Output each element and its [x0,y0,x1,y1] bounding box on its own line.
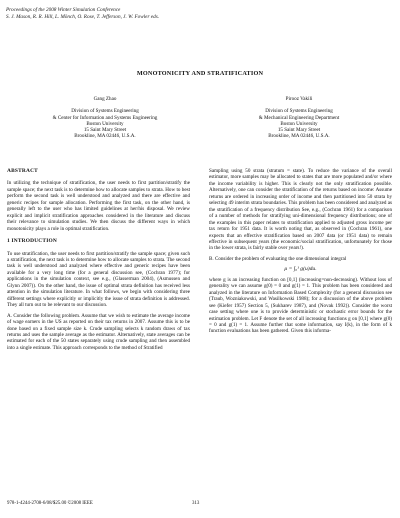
author-name: Gang Zhao [93,96,117,102]
integral-equation: μ = ∫₀¹ g(u)du. [284,266,317,273]
author-block-2 [214,96,384,140]
proceedings-title: Proceedings of the 2008 Winter Simulation Conference [6,7,121,13]
paper-title: MONOTONICITY AND STRATIFICATION [136,70,264,77]
abstract-heading: ABSTRACT [7,168,38,174]
author-affiliation-line: 15 Saint Mary Street [277,127,321,134]
author-affiliation-line: Division of Systems Engineering [265,108,333,115]
intro-paragraph-1: To use stratification, the user needs to first partition/stratify the sample space; given such a stratification, the next task is to determine how to allocate samples to strata. The second task is well understood and analyzed where effective and generic recipes have been available for a very long time (for a general discussion see, (Cochran 1977); for applications in the simulation context, see e.g., (Glasserman 2004), (Asmussen and Glynn 2007)). On the other hand, the issue of optimal strata definition has received less attention in the simulation literature. In what follows, we begin with considering three different settings where explicitly or implicitly the issue of strata definition is addressed. They all turn out to be relevant to our discussion. [7,250,190,309]
right-paragraph-3: where g is an increasing function on [0,1] (increasing=non-decreasing). Without loss of generality we can assume g(0) = 0 and g(1) = 1. This problem has been considered and analyzed in the literature on Information Based Complexity (for a general discussion see (Traub, Wozniakowski, and Wasilkowski 1988); for a discussion of the above problem see (Kiefer 1957) Section 5, (Sukharev 1987), and (Novak 1992)). Consider the worst case setting where one is to provide deterministic or stochastic error bounds for the estimation problem. Let F denote the set of all increasing functions g on [0,1] where g(0) = 0 and g(1) = 1. Assume further that some information, say I(k), in the form of k function evaluations has been gathered. Given this informa- [209,276,392,335]
author-affiliation-line: & Mechanical Engineering Department [258,114,340,121]
right-paragraph-1: Sampling using 50 strata (stratum = state). To reduce the variance of the overall estimator, more samples may be allocated to states that are more populated and/or where the income variability is higher. This is clearly not the only stratification possible. Alternatively, one can consider the stratification of the returns based on income: Assume returns are ordered in increasing order of income and then partitioned into 50 strata by selecting 49 interim strata boundaries. This problem has been considered and analyzed as the stratification of a frequency distribution See, e.g., (Cochran 1961) for a comparison of a number of methods for stratifying uni-dimensional frequency distributions; one of the examples in this paper relates to stratification applied to adjusted gross income per tax return for 1951 data. It is worth noting that, as observed in (Cochran 1961), one expects that an effective stratification based on 2007 data (or 1951 data) to remain effective in subsequent years (the economic/social stratification, unfortunately for those in the lower strata, is fairly stable over years!). [209,168,392,252]
right-column [209,168,392,335]
author-name: Pirooz Vakili [285,96,313,102]
author-affiliation-line: 15 Saint Mary Street [83,127,127,134]
author-affiliation-line: & Center for Information and Systems Engineering [52,114,158,121]
left-column [7,168,190,351]
intro-paragraph-2: A. Consider the following problem. Assume that we wish to estimate the average income of wage earners in the US as reported on their tax returns in 2007. Assume this is to be done based on a fixed sample size k. Crude sampling selects k random draws of tax returns and uses the sample average as the estimator. Alternatively, state averages can be estimated for each of the 50 states separately using crude sampling and then assembled into a single estimate. This approach corresponds to the method of Stratified [7,312,190,351]
author-block-1 [20,96,190,140]
proceedings-header [6,7,159,21]
proceedings-editors: S. J. Mason, R. R. Hill, L. Mönch, O. Rose, T. Jefferson, J. W. Fowler eds. [6,14,160,20]
footer-isbn: 978-1-4244-2708-6/08/$25.00 ©2008 IEEE [7,501,93,506]
author-affiliation-line: Division of Systems Engineering [71,108,139,115]
author-affiliation-line: Brookline, MA 02446, U.S.A. [74,133,136,140]
author-affiliation-line: Boston University [280,120,318,127]
author-affiliation-line: Boston University [86,120,124,127]
author-affiliation-line: Brookline, MA 02446, U.S.A. [268,133,330,140]
abstract-text: In utilizing the technique of stratification, the user needs to first partition/stratify the sample space; the next task is to determine how to allocate samples to strata. How to best perform the second task is well understood and analyzed and there are effective and generic recipes for sample allocation. Performing the first task, on the other hand, is generally left to the user who has limited guidelines at her/his disposal. We review explicit and implicit stratification approaches considered in the literature and discuss their relevance to simulation studies. We then discuss the different ways in which monotonicity plays a role in optimal stratification. [7,180,190,232]
page-number: 313 [192,501,200,506]
right-paragraph-2: B. Consider the problem of evaluating the one dimensional integral [209,255,347,262]
intro-heading: 1 INTRODUCTION [7,238,57,245]
